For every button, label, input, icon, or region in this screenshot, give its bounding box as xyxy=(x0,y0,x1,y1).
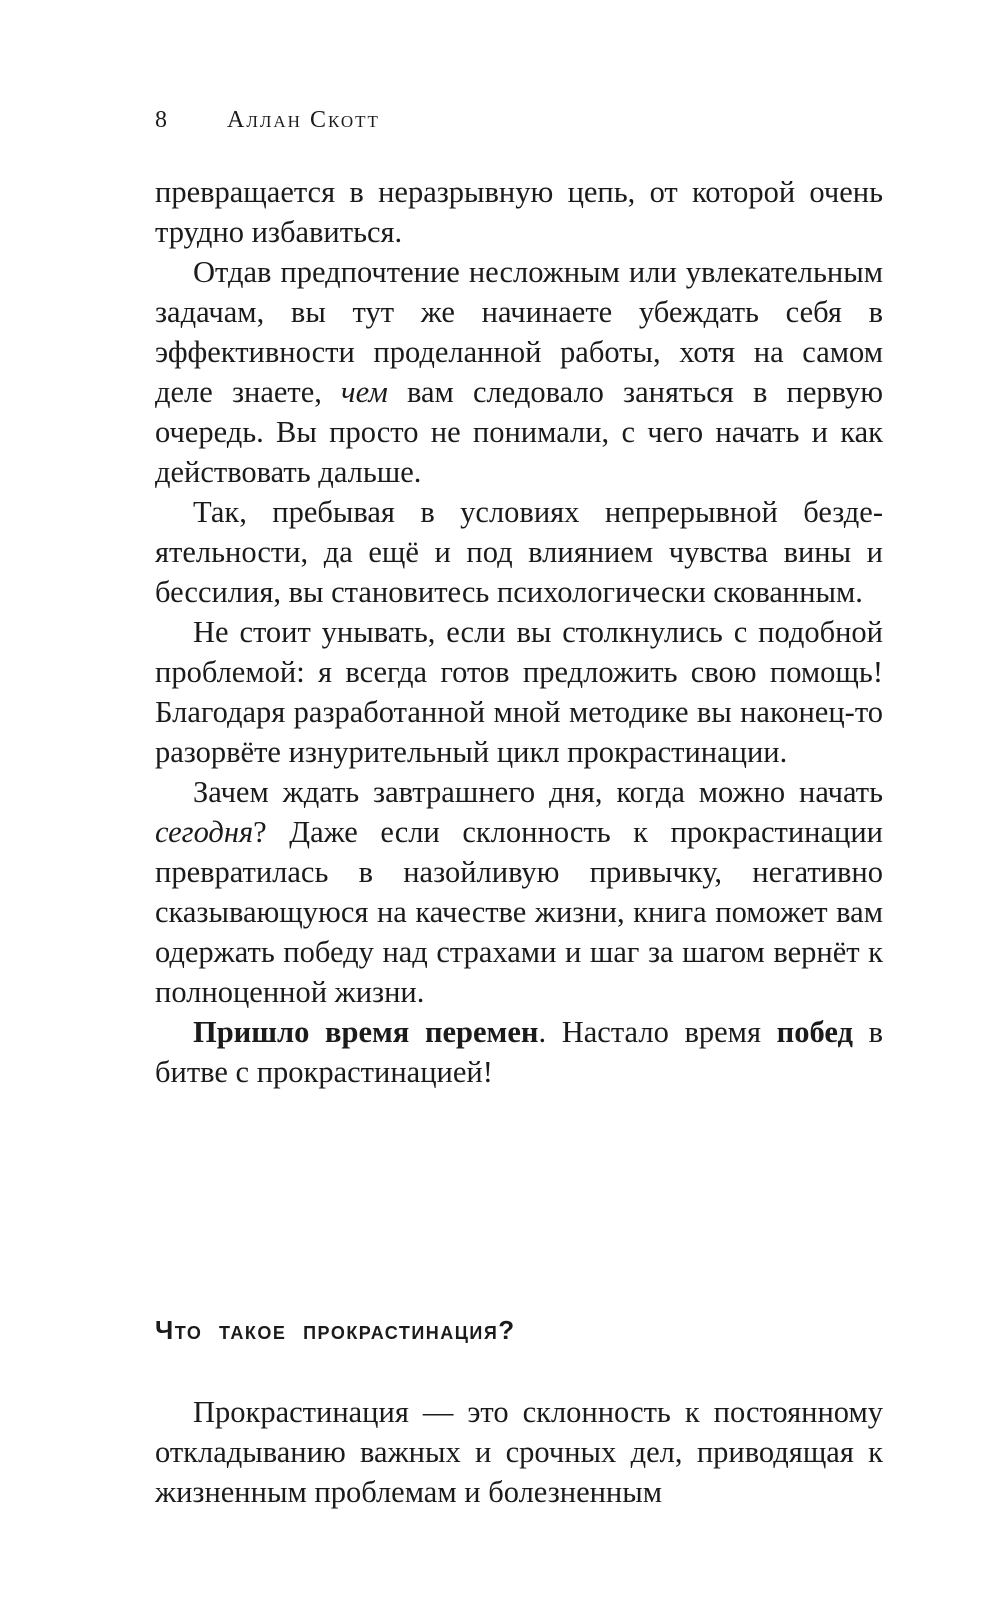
paragraph xyxy=(155,172,883,252)
paragraph-text: . Настало время xyxy=(538,1015,777,1049)
paragraph-text: Так, пребывая в условиях непрерывной бездеятельности, да ещё и под влиянием чувства вины и бессилия, вы становитесь психологически скованным. xyxy=(155,495,883,609)
paragraph xyxy=(155,252,883,492)
italic-emphasis: сегодня xyxy=(155,815,254,849)
paragraph xyxy=(155,492,883,612)
bold-emphasis: Пришло время перемен xyxy=(193,1015,539,1049)
paragraph xyxy=(155,1012,883,1092)
section-text xyxy=(155,1392,883,1512)
paragraph-text: Прокрастинация — это склонность к постоянному откладыванию важных и срочных дел, приводящая к жизненным проблемам и болезненным xyxy=(155,1395,883,1509)
paragraph xyxy=(155,612,883,772)
paragraph-text: Зачем ждать завтрашнего дня, когда можно начать xyxy=(193,775,883,809)
paragraph-text: Не стоит унывать, если вы столкнулись с подобной проблемой: я всегда готов предложить свою помощь! Благодаря разработанной мной методике вы наконец-то разорвёте изнурительный цикл прокрастинации. xyxy=(155,615,883,769)
bold-emphasis: побед xyxy=(776,1015,853,1049)
paragraph-text: в битве с прокрастинацией! xyxy=(155,1015,883,1089)
section-heading: Что такое прокрастинация? xyxy=(155,1315,516,1345)
paragraph-text: Отдав предпочтение несложным или увлекательным задачам, вы тут же начинаете убеждать себя в эффективности проделанной работы, хотя на самом деле знаете, xyxy=(155,255,883,409)
paragraph-text: ? Даже если склонность к прокрастинации превратилась в назойливую привычку, негативно сказывающуюся на качестве жизни, книга поможет вам одержать победу над страхами и шаг за шагом вернёт к полноценной жизни. xyxy=(155,815,883,1009)
italic-emphasis: чем xyxy=(341,375,388,409)
paragraph-text: превращается в неразрывную цепь, от которой очень трудно избавиться. xyxy=(155,175,883,249)
paragraph xyxy=(155,1392,883,1512)
running-header xyxy=(155,107,380,134)
main-text xyxy=(155,172,883,1092)
paragraph-text: вам следовало заняться в первую очередь. Вы просто не понимали, с чего начать и как действовать дальше. xyxy=(155,375,883,489)
paragraph xyxy=(155,772,883,1012)
page-number: 8 xyxy=(155,107,168,133)
author-name: Аллан Скотт xyxy=(227,107,380,133)
